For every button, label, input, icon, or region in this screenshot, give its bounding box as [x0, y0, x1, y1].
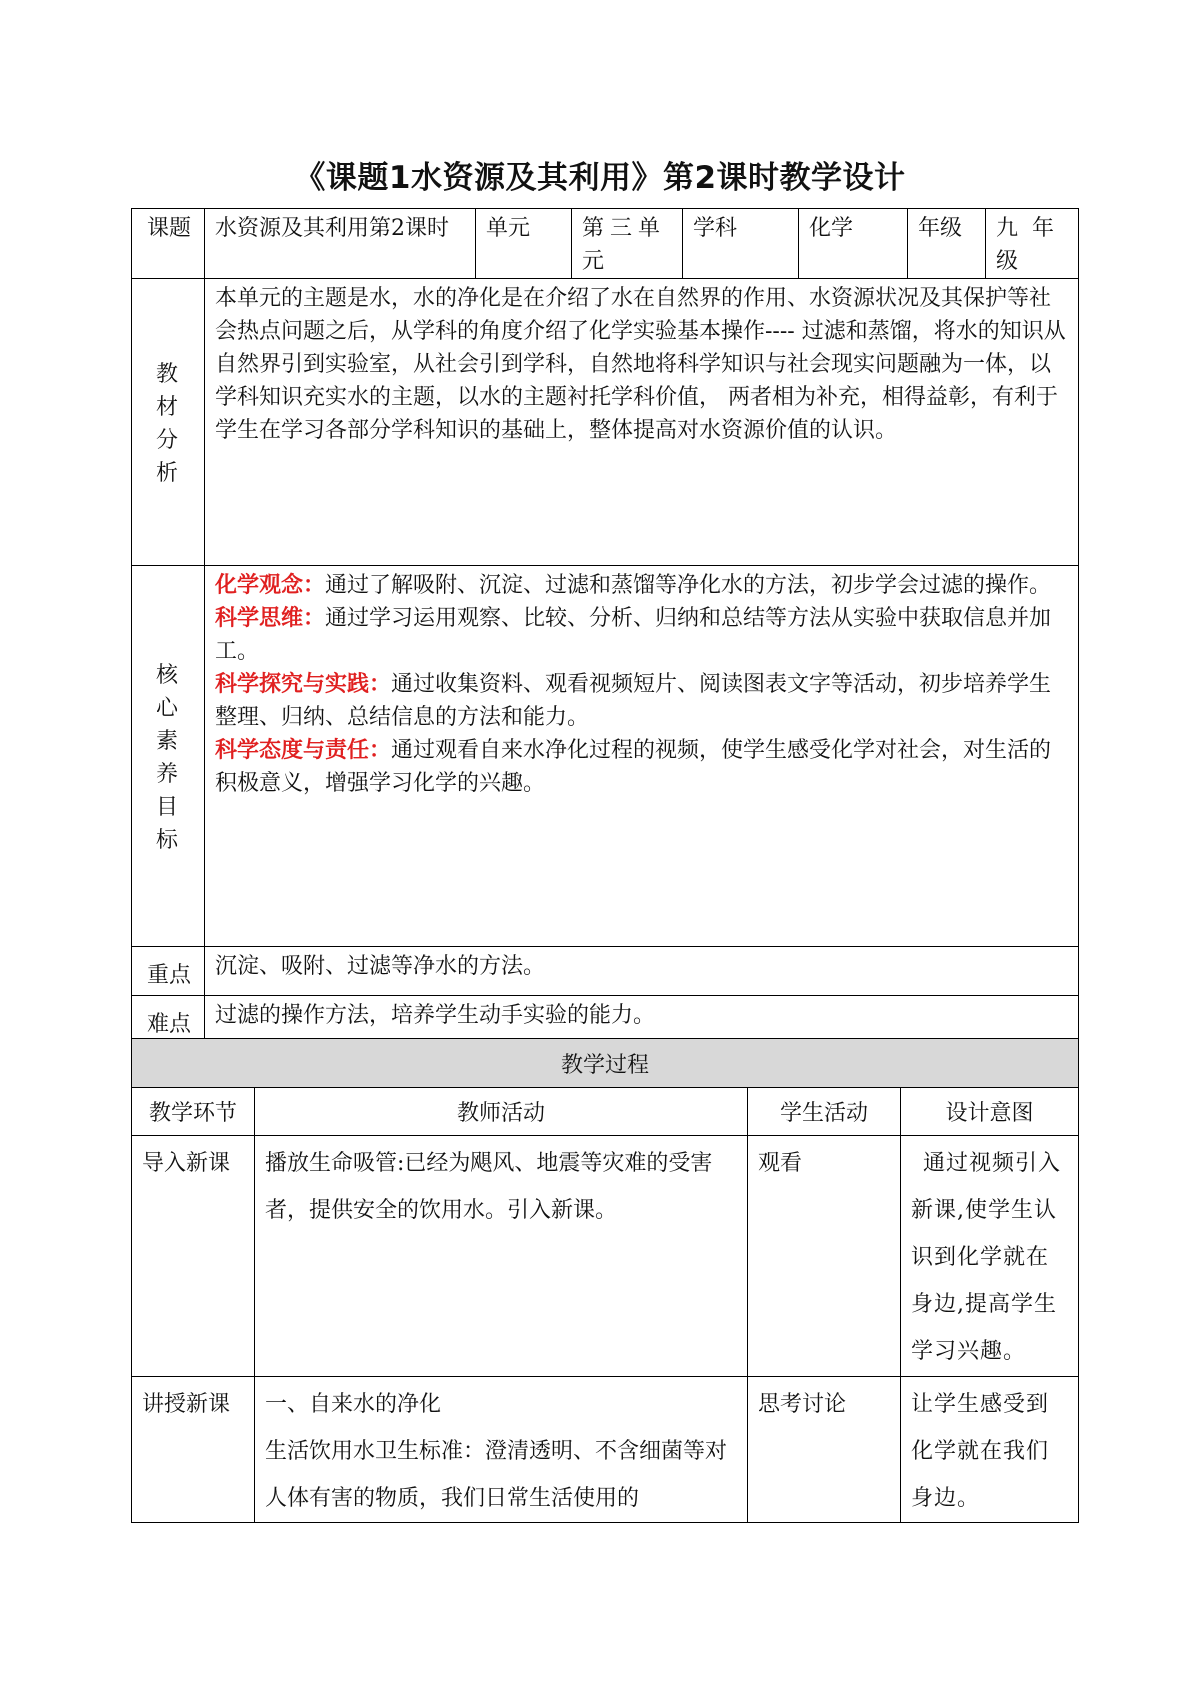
teaching-process-table [131, 1038, 1079, 1523]
subject-label: 学科 [683, 209, 799, 279]
goal-title: 科学态度与责任： [215, 737, 392, 763]
analysis-label-text: 教材分析 [155, 361, 182, 486]
lesson-info-table [131, 208, 1079, 1045]
goal-item [215, 602, 1070, 668]
goal-title: 化学观念： [215, 572, 326, 598]
unit-label: 单元 [476, 209, 572, 279]
key-point-label: 重点 [132, 947, 205, 996]
goal-item [215, 668, 1070, 734]
teacher-cell: 播放生命吸管:已经为飓风、地震等灾难的受害者，提供安全的饮用水。引入新课。 [255, 1136, 748, 1377]
grade-label: 年级 [908, 209, 986, 279]
subject-value: 化学 [799, 209, 908, 279]
intent-cell: 通过视频引入新课,使学生认识到化学就在身边,提高学生学习兴趣。 [901, 1136, 1079, 1377]
process-header: 教学过程 [132, 1039, 1079, 1088]
goal-item [215, 569, 1070, 602]
teacher-cell [255, 1377, 748, 1523]
goals-label [132, 566, 205, 947]
column-header-intent: 设计意图 [901, 1088, 1079, 1136]
student-cell: 思考讨论 [748, 1377, 901, 1523]
topic-value: 水资源及其利用第2课时 [205, 209, 476, 279]
grade-value: 九年级 [986, 209, 1079, 279]
topic-label: 课题 [132, 209, 205, 279]
table-row [132, 1136, 1079, 1377]
goals-content [205, 566, 1079, 947]
difficulty-label: 难点 [132, 996, 205, 1045]
student-cell: 观看 [748, 1136, 901, 1377]
goal-title: 科学思维： [215, 605, 326, 631]
column-header-teacher: 教师活动 [255, 1088, 748, 1136]
goal-text: 通过了解吸附、沉淀、过滤和蒸馏等净化水的方法，初步学会过滤的操作。 [325, 573, 1052, 598]
teacher-text: 生活饮用水卫生标准：澄清透明、不含细菌等对人体有害的物质，我们日常生活使用的 [265, 1439, 728, 1511]
goals-label-text: 核心素养目标 [155, 662, 182, 853]
teacher-heading: 一、自来水的净化 [265, 1392, 442, 1417]
page-title: 《课题1水资源及其利用》第2课时教学设计 [294, 160, 906, 196]
difficulty-text: 过滤的操作方法，培养学生动手实验的能力。 [205, 996, 1079, 1045]
goal-text: 通过学习运用观察、比较、分析、归纳和总结等方法从实验中获取信息并加工。 [215, 606, 1052, 664]
column-header-student: 学生活动 [748, 1088, 901, 1136]
goal-item [215, 734, 1070, 800]
unit-value: 第三单元 [572, 209, 683, 279]
intent-cell: 让学生感受到化学就在我们身边。 [901, 1377, 1079, 1523]
goal-text: 通过观看自来水净化过程的视频，使学生感受化学对社会，对生活的积极意义，增强学习化学的兴趣。 [215, 738, 1052, 796]
stage-cell: 导入新课 [132, 1136, 255, 1377]
column-header-stage: 教学环节 [132, 1088, 255, 1136]
key-point-text: 沉淀、吸附、过滤等净水的方法。 [205, 947, 1079, 996]
analysis-label [132, 279, 205, 566]
goal-title: 科学探究与实践： [215, 671, 392, 697]
goal-text: 通过收集资料、观看视频短片、阅读图表文字等活动，初步培养学生整理、归纳、总结信息的方法和能力。 [215, 672, 1052, 730]
table-row [132, 1377, 1079, 1523]
analysis-text: 本单元的主题是水，水的净化是在介绍了水在自然界的作用、水资源状况及其保护等社会热点问题之后，从学科的角度介绍了化学实验基本操作---- 过滤和蒸馏，将水的知识从自然界引到实验室，从社会引到学科，自然地将科学知识与社会现实问题融为一体，以学科知识充实水的主题，以水的主题衬托学科价值， 两者相为补充，相得益彰，有利于学生在学习各部分学科知识的基础上，整体提高对水资源价值的认识。 [205, 279, 1079, 566]
stage-cell: 讲授新课 [132, 1377, 255, 1523]
